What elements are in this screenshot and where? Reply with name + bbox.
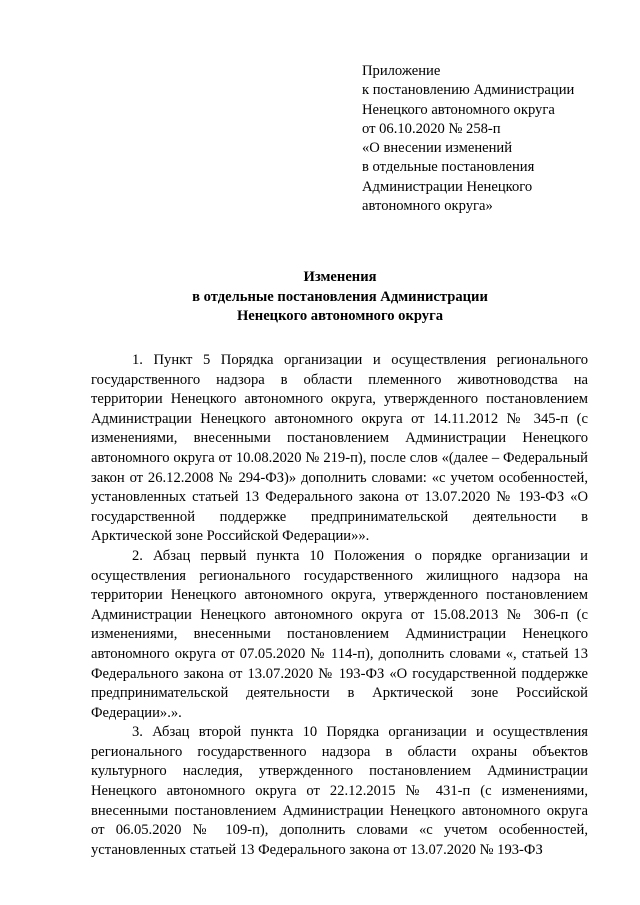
appendix-line: Ненецкого автономного округа bbox=[362, 101, 555, 118]
appendix-line: «О внесении изменений bbox=[362, 140, 513, 157]
appendix-line: Администрации Ненецкого bbox=[362, 178, 533, 195]
appendix-line: в отдельные постановления bbox=[362, 159, 535, 176]
paragraph-3: 3. Абзац второй пункта 10 Порядка организации и осуществления регионального государственного надзора в области охраны объектов культурного наследия, утвержденного постановлением Администрации Ненецкого автономного округа от 22.12.2015 № 431-п (с изменениями, внесенными постановлением Администрации Ненецкого автономного округа от 06.05.2020 № 109-п), дополнить словами «с учетом особенностей, установленных статьей 13 Федерального закона от 13.07.2020 № 193-ФЗ bbox=[91, 724, 588, 858]
document-body bbox=[91, 351, 588, 860]
appendix-line: Приложение bbox=[362, 63, 441, 79]
document-title bbox=[100, 268, 580, 327]
appendix-line: автономного округа» bbox=[362, 198, 493, 215]
appendix-block bbox=[362, 62, 602, 216]
appendix-line: к постановлению Администрации bbox=[362, 82, 575, 99]
paragraph-2: 2. Абзац первый пункта 10 Положения о порядке организации и осуществления регионального государственного жилищного надзора на территории Ненецкого автономного округа, утвержденного постановлением Администрации Ненецкого автономного округа от 15.08.2013 № 306-п (с изменениями, внесенными постановлением Администрации Ненецкого автономного округа от 07.05.2020 № 114-п), дополнить словами «, статьей 13 Федерального закона от 13.07.2020 № 193-ФЗ «О государственной поддержке предпринимательской деятельности в Арктической зоне Российской Федерации».». bbox=[91, 547, 588, 721]
appendix-line: от 06.10.2020 № 258-п bbox=[362, 120, 501, 137]
title-line: Изменения bbox=[303, 269, 377, 285]
title-line: Ненецкого автономного округа bbox=[236, 308, 444, 324]
paragraph-1: 1. Пункт 5 Порядка организации и осуществления регионального государственного надзора в области племенного животноводства на территории Ненецкого автономного округа, утвержденного постановлением Администрации Ненецкого автономного округа от 14.11.2012 № 345-п (с изменениями, внесенными постановлением Администрации Ненецкого автономного округа от 10.08.2020 № 219-п), после слов «(далее – Федеральный закон от 26.12.2008 № 294-ФЗ)» дополнить словами: «с учетом особенностей, установленных статьей 13 Федерального закона от 13.07.2020 № 193-ФЗ «О государственной поддержке предпринимательской деятельности в Арктической зоне Российской Федерации»». bbox=[91, 352, 588, 545]
title-line: в отдельные постановления Администрации bbox=[192, 288, 488, 305]
